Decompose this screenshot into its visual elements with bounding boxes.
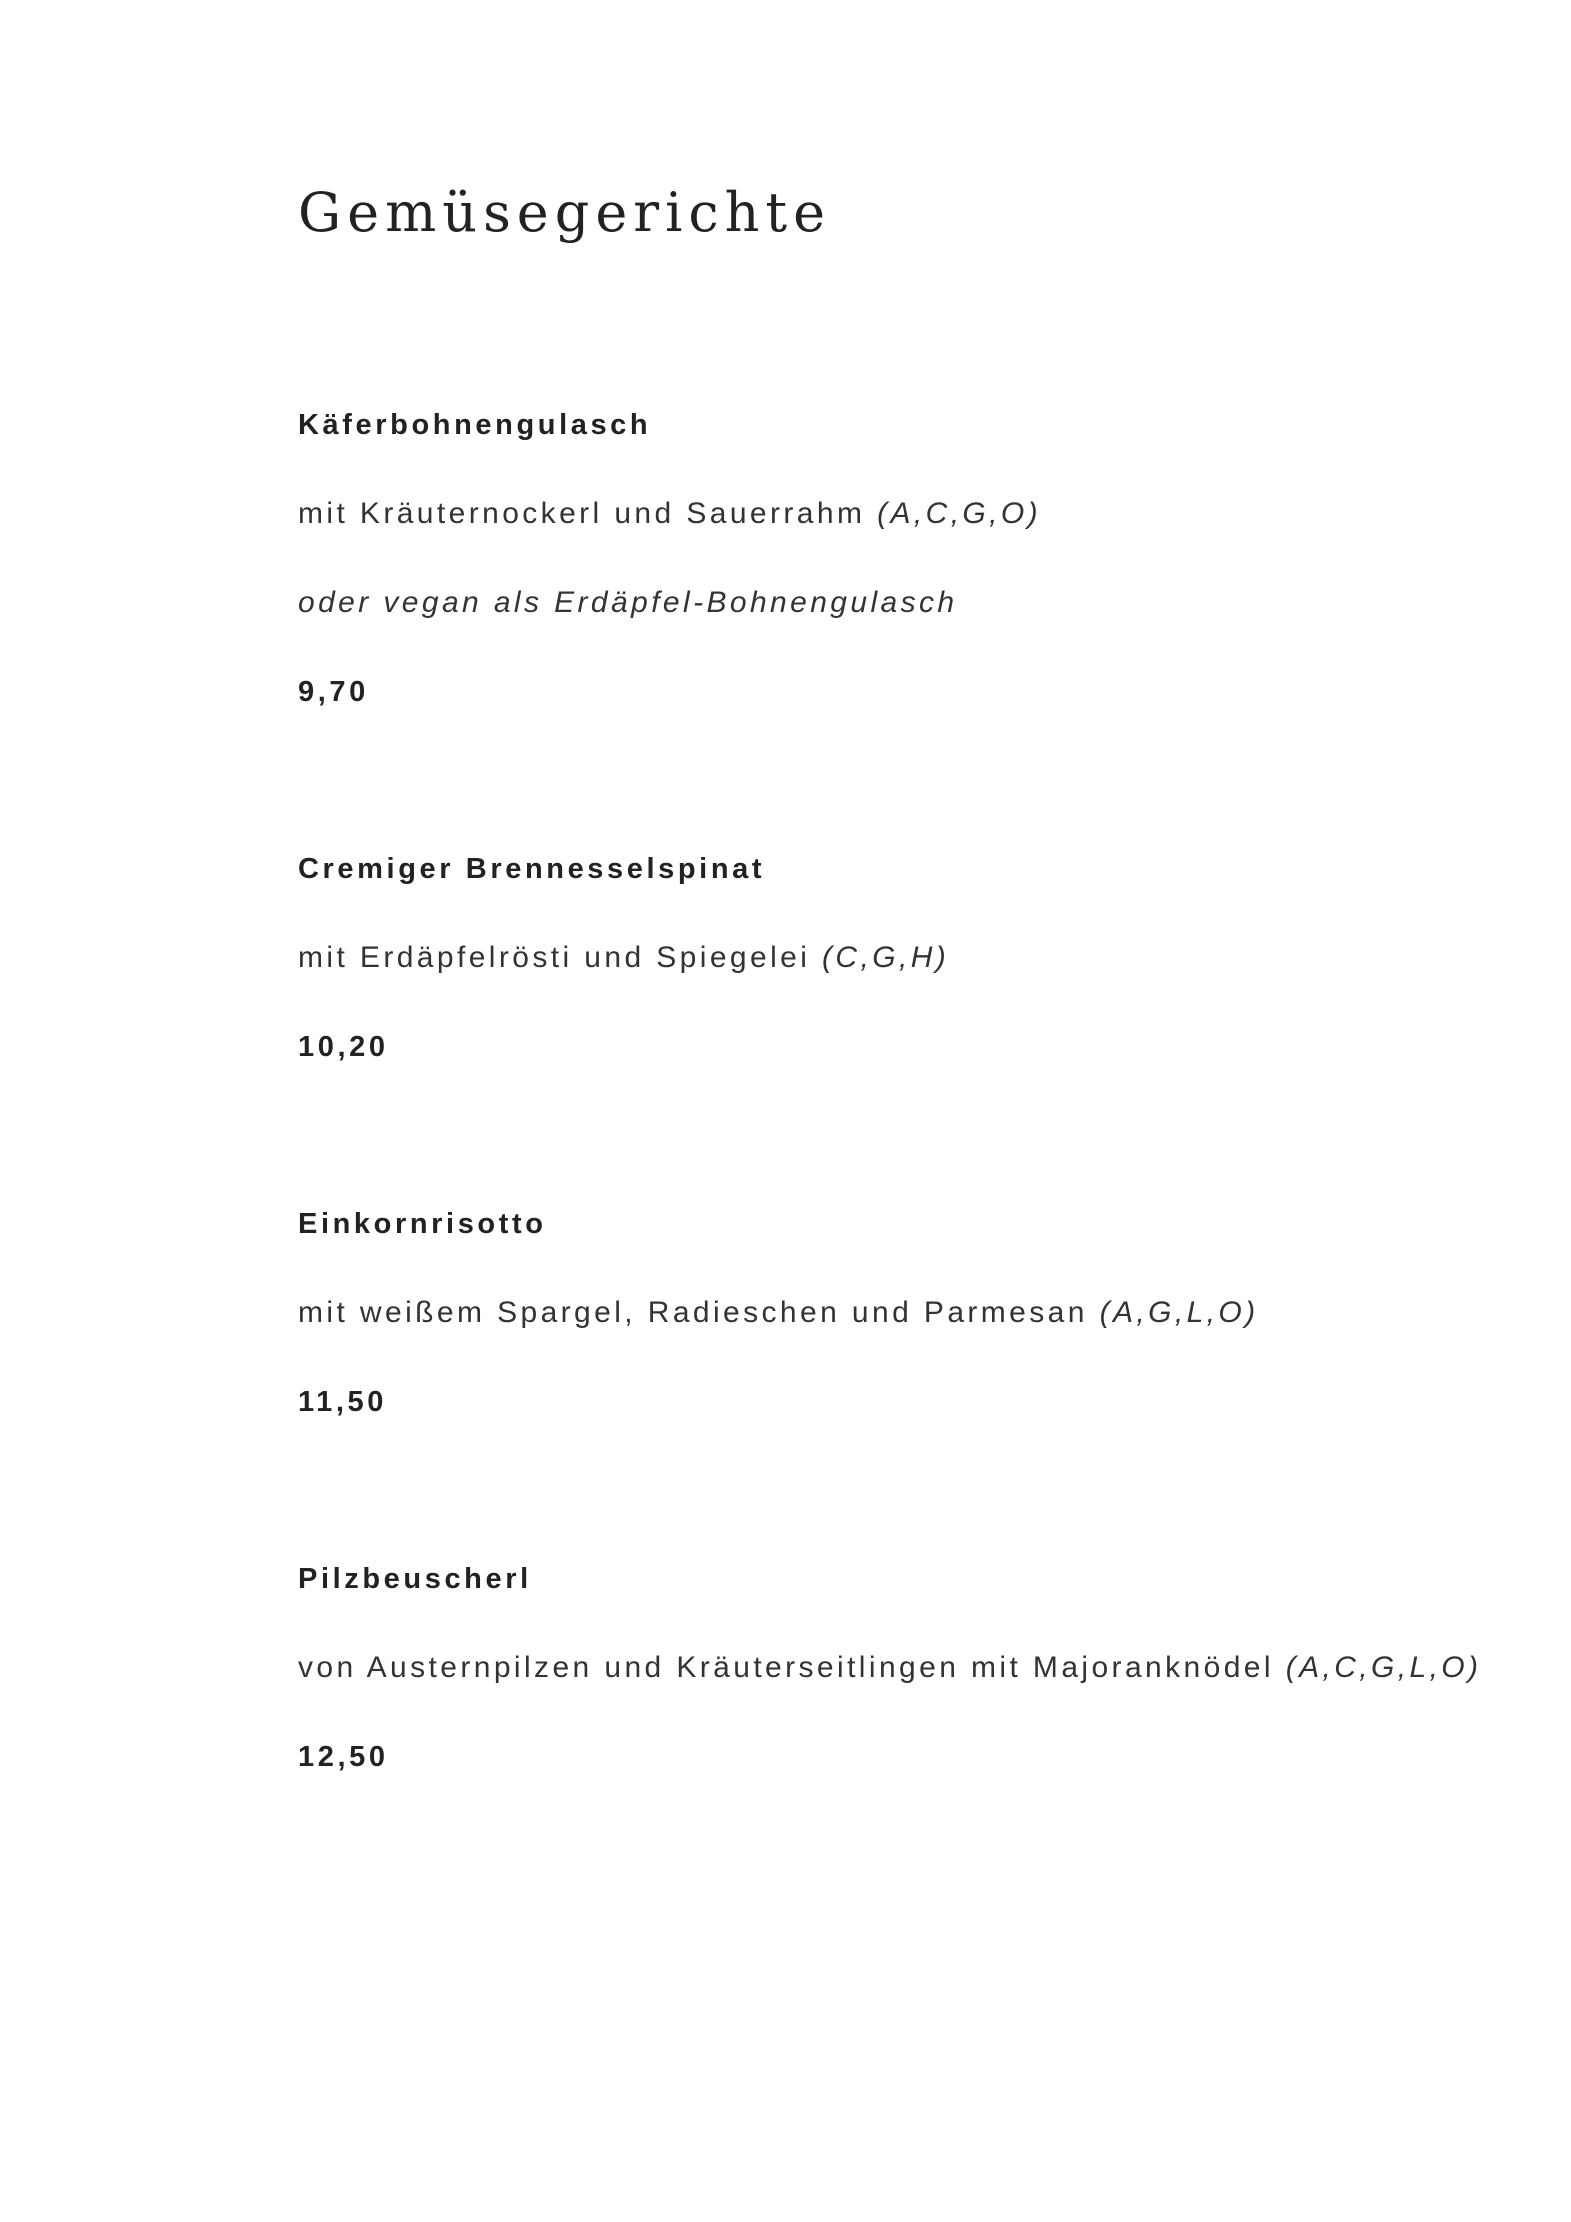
dish-price: 9,70	[298, 676, 369, 708]
dish-name: Einkornrisotto	[298, 1208, 547, 1240]
dish-description-text: mit Kräuternockerl und Sauerrahm	[298, 497, 866, 530]
dish-note: oder vegan als Erdäpfel-Bohnengulasch	[298, 586, 958, 619]
dish-item	[298, 850, 949, 1066]
dish-description	[298, 939, 949, 977]
dish-description-text: mit Erdäpfelrösti und Spiegelei	[298, 941, 811, 974]
dish-item	[298, 1560, 1481, 1776]
dish-description	[298, 1649, 1481, 1687]
dish-allergens: (A,G,L,O)	[1099, 1296, 1259, 1329]
dish-name: Käferbohnengulasch	[298, 409, 652, 441]
dish-description-text: mit weißem Spargel, Radieschen und Parmesan	[298, 1296, 1088, 1329]
dish-name: Pilzbeuscherl	[298, 1563, 532, 1595]
dish-description	[298, 1294, 1259, 1332]
dish-price: 12,50	[298, 1741, 389, 1773]
dish-name: Cremiger Brennesselspinat	[298, 853, 766, 885]
page-title: Gemüsegerichte	[298, 181, 832, 244]
dish-allergens: (C,G,H)	[822, 941, 950, 974]
dish-price: 11,50	[298, 1386, 387, 1418]
dish-allergens: (A,C,G,L,O)	[1285, 1651, 1482, 1684]
dish-allergens: (A,C,G,O)	[877, 497, 1042, 530]
dish-price: 10,20	[298, 1031, 389, 1063]
dish-item	[298, 1205, 1259, 1421]
dish-item	[298, 406, 1041, 711]
dish-description	[298, 495, 1041, 533]
dish-description-text: von Austernpilzen und Kräuterseitlingen mit Majoranknödel	[298, 1651, 1274, 1684]
